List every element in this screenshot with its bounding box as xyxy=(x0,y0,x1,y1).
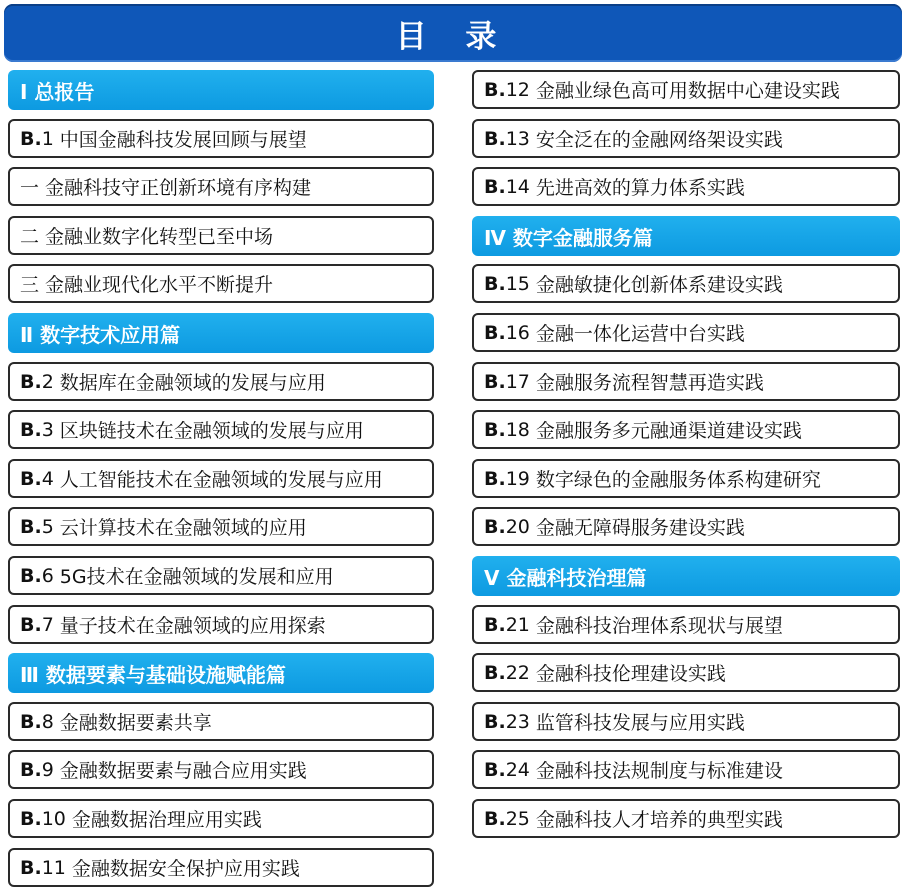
entry-title: 区块链技术在金融领域的发展与应用 xyxy=(59,420,364,442)
entry-title: 人工智能技术在金融领域的发展与应用 xyxy=(59,469,383,491)
toc-entry[interactable] xyxy=(472,799,900,838)
entry-code: B. xyxy=(20,564,42,587)
entry-number: 17 xyxy=(505,370,530,393)
entry-code: B. xyxy=(484,807,506,830)
entry-code: B. xyxy=(20,370,42,393)
entry-title: 金融业现代化水平不断提升 xyxy=(45,274,274,296)
entry-title: 监管科技发展与应用实践 xyxy=(535,712,745,734)
entry-title: 金融数据治理应用实践 xyxy=(71,809,262,831)
entry-code: B. xyxy=(20,856,42,879)
toc-entry[interactable] xyxy=(472,264,900,303)
entry-code: B. xyxy=(484,613,506,636)
entry-number: 8 xyxy=(41,710,54,733)
entry-code: B. xyxy=(20,613,42,636)
entry-number: 11 xyxy=(41,856,66,879)
entry-code: B. xyxy=(20,127,42,150)
section-heading[interactable]: Ⅰ 总报告 xyxy=(8,70,434,110)
entry-number: 21 xyxy=(505,613,530,636)
toc-entry[interactable] xyxy=(472,459,900,498)
entry-code: B. xyxy=(484,710,506,733)
toc-entry[interactable] xyxy=(472,410,900,449)
toc-entry[interactable] xyxy=(8,459,434,498)
toc-entry[interactable] xyxy=(8,799,434,838)
toc-entry[interactable] xyxy=(8,119,434,158)
entry-number: 20 xyxy=(505,515,530,538)
toc-entry[interactable] xyxy=(472,167,900,206)
section-heading[interactable]: Ⅳ 数字金融服务篇 xyxy=(472,216,900,256)
entry-number: 一 xyxy=(20,177,40,199)
entry-code: B. xyxy=(20,467,42,490)
entry-title: 云计算技术在金融领域的应用 xyxy=(59,517,307,539)
toc-entry[interactable] xyxy=(472,750,900,789)
toc-entry[interactable] xyxy=(8,556,434,595)
entry-title: 金融科技守正创新环境有序构建 xyxy=(45,177,312,199)
entry-code: B. xyxy=(484,418,506,441)
entry-title: 金融数据要素与融合应用实践 xyxy=(59,760,307,782)
entry-title: 金融科技人才培养的典型实践 xyxy=(535,809,783,831)
section-heading[interactable]: Ⅲ 数据要素与基础设施赋能篇 xyxy=(8,653,434,693)
toc-entry[interactable] xyxy=(8,216,434,255)
entry-number: 2 xyxy=(41,370,54,393)
toc-entry[interactable] xyxy=(472,605,900,644)
section-heading[interactable]: Ⅴ 金融科技治理篇 xyxy=(472,556,900,596)
toc-entry[interactable] xyxy=(472,362,900,401)
entry-title: 中国金融科技发展回顾与展望 xyxy=(59,129,307,151)
entry-code: B. xyxy=(484,272,506,295)
entry-number: 三 xyxy=(20,274,40,296)
entry-title: 金融无障碍服务建设实践 xyxy=(535,517,745,539)
entry-number: 14 xyxy=(505,175,530,198)
entry-number: 15 xyxy=(505,272,530,295)
entry-title: 金融科技治理体系现状与展望 xyxy=(535,615,783,637)
entry-code: B. xyxy=(20,710,42,733)
entry-number: 13 xyxy=(505,127,530,150)
entry-code: B. xyxy=(484,370,506,393)
entry-number: 1 xyxy=(41,127,54,150)
entry-number: 24 xyxy=(505,758,530,781)
entry-number: 10 xyxy=(41,807,66,830)
entry-code: B. xyxy=(484,515,506,538)
toc-entry[interactable] xyxy=(8,507,434,546)
toc-entry[interactable] xyxy=(472,702,900,741)
entry-number: 二 xyxy=(20,226,40,248)
entry-title: 金融服务流程智慧再造实践 xyxy=(535,372,764,394)
entry-title: 金融科技伦理建设实践 xyxy=(535,663,726,685)
entry-code: B. xyxy=(20,515,42,538)
section-heading[interactable]: Ⅱ 数字技术应用篇 xyxy=(8,313,434,353)
entry-title: 金融敏捷化创新体系建设实践 xyxy=(535,274,783,296)
entry-title: 金融科技法规制度与标准建设 xyxy=(535,760,783,782)
entry-number: 22 xyxy=(505,661,530,684)
entry-code: B. xyxy=(20,807,42,830)
entry-code: B. xyxy=(20,758,42,781)
entry-number: 16 xyxy=(505,321,530,344)
entry-number: 3 xyxy=(41,418,54,441)
entry-code: B. xyxy=(484,78,506,101)
entry-title: 量子技术在金融领域的应用探索 xyxy=(59,615,326,637)
entry-title: 5G技术在金融领域的发展和应用 xyxy=(59,566,334,588)
entry-number: 4 xyxy=(41,467,54,490)
toc-entry[interactable] xyxy=(472,313,900,352)
toc-entry[interactable] xyxy=(8,264,434,303)
entry-title: 安全泛在的金融网络架设实践 xyxy=(535,129,783,151)
entry-code: B. xyxy=(484,467,506,490)
entry-number: 23 xyxy=(505,710,530,733)
entry-code: B. xyxy=(20,418,42,441)
entry-title: 先进高效的算力体系实践 xyxy=(535,177,745,199)
toc-entry[interactable] xyxy=(8,167,434,206)
toc-title: 目 录 xyxy=(4,4,902,62)
entry-title: 金融数据要素共享 xyxy=(59,712,212,734)
entry-number: 25 xyxy=(505,807,530,830)
entry-number: 7 xyxy=(41,613,54,636)
entry-code: B. xyxy=(484,758,506,781)
entry-number: 6 xyxy=(41,564,54,587)
toc-entry[interactable] xyxy=(472,507,900,546)
entry-number: 9 xyxy=(41,758,54,781)
entry-number: 12 xyxy=(505,78,530,101)
entry-code: B. xyxy=(484,175,506,198)
toc-entry[interactable] xyxy=(8,702,434,741)
toc-entry[interactable] xyxy=(472,653,900,692)
toc-entry[interactable] xyxy=(472,119,900,158)
entry-title: 金融业绿色高可用数据中心建设实践 xyxy=(535,80,840,102)
entry-title: 金融一体化运营中台实践 xyxy=(535,323,745,345)
toc-entry[interactable] xyxy=(8,362,434,401)
entry-title: 数据库在金融领域的发展与应用 xyxy=(59,372,326,394)
toc-entry[interactable] xyxy=(472,70,900,109)
toc-entry[interactable] xyxy=(8,750,434,789)
entry-title: 金融服务多元融通渠道建设实践 xyxy=(535,420,802,442)
entry-code: B. xyxy=(484,127,506,150)
entry-number: 19 xyxy=(505,467,530,490)
entry-title: 金融数据安全保护应用实践 xyxy=(71,858,300,880)
toc-entry[interactable] xyxy=(8,848,434,887)
toc-entry[interactable] xyxy=(8,605,434,644)
entry-title: 金融业数字化转型已至中场 xyxy=(45,226,274,248)
entry-number: 5 xyxy=(41,515,54,538)
toc-entry[interactable] xyxy=(8,410,434,449)
entry-code: B. xyxy=(484,661,506,684)
entry-number: 18 xyxy=(505,418,530,441)
entry-code: B. xyxy=(484,321,506,344)
entry-title: 数字绿色的金融服务体系构建研究 xyxy=(535,469,821,491)
